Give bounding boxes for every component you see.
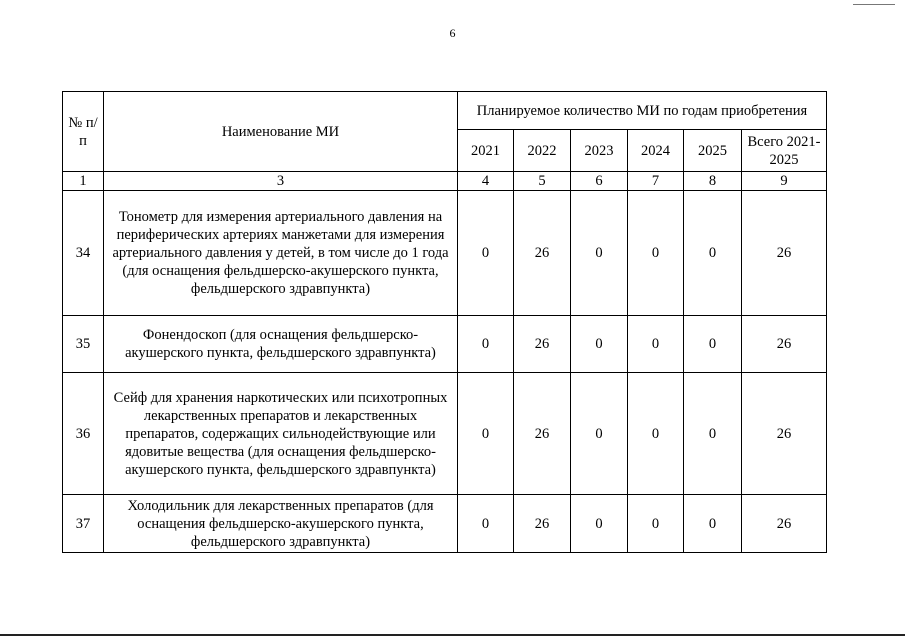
index-cell: 9 — [742, 172, 827, 191]
equipment-table — [62, 91, 827, 553]
header-year-2023: 2023 — [571, 130, 628, 172]
value-total: 26 — [742, 373, 827, 495]
index-cell: 5 — [514, 172, 571, 191]
index-cell: 7 — [628, 172, 684, 191]
value-2022: 26 — [514, 373, 571, 495]
value-2023: 0 — [571, 316, 628, 373]
item-name: Сейф для хранения наркотических или психотропных лекарственных препаратов и лекарственных препаратов, содержащих сильнодействующие или ядовитые вещества (для оснащения фельдшерско-акушерского пункта, фельдшерского здравпункта) — [104, 373, 458, 495]
index-cell: 3 — [104, 172, 458, 191]
value-2023: 0 — [571, 373, 628, 495]
row-number: 37 — [63, 495, 104, 553]
header-year-2022: 2022 — [514, 130, 571, 172]
value-2024: 0 — [628, 373, 684, 495]
item-name: Тонометр для измерения артериального давления на периферических артериях манжетами для измерения артериального давления у детей, в том числе до 1 года (для оснащения фельдшерско-акушерского пункта, фельдшерского здравпункта) — [104, 191, 458, 316]
bottom-rule — [0, 634, 905, 636]
value-2025: 0 — [684, 373, 742, 495]
table-row — [63, 191, 827, 316]
value-2022: 26 — [514, 495, 571, 553]
page-number: 6 — [449, 26, 456, 40]
value-2023: 0 — [571, 191, 628, 316]
top-rule — [853, 4, 895, 5]
header-total: Всего 2021-2025 — [742, 130, 827, 172]
index-cell: 6 — [571, 172, 628, 191]
column-index-row — [63, 172, 827, 191]
header-name: Наименование МИ — [104, 92, 458, 172]
value-2021: 0 — [458, 373, 514, 495]
row-number: 34 — [63, 191, 104, 316]
value-2025: 0 — [684, 191, 742, 316]
value-2021: 0 — [458, 495, 514, 553]
value-2024: 0 — [628, 316, 684, 373]
row-number: 35 — [63, 316, 104, 373]
index-cell: 1 — [63, 172, 104, 191]
index-cell: 8 — [684, 172, 742, 191]
item-name: Фонендоскоп (для оснащения фельдшерско-акушерского пункта, фельдшерского здравпункта) — [104, 316, 458, 373]
value-2021: 0 — [458, 316, 514, 373]
value-2023: 0 — [571, 495, 628, 553]
header-year-2024: 2024 — [628, 130, 684, 172]
table-row — [63, 495, 827, 553]
table-row — [63, 316, 827, 373]
value-2025: 0 — [684, 495, 742, 553]
value-2022: 26 — [514, 191, 571, 316]
header-group: Планируемое количество МИ по годам приобретения — [458, 92, 827, 130]
row-number: 36 — [63, 373, 104, 495]
value-total: 26 — [742, 495, 827, 553]
value-total: 26 — [742, 316, 827, 373]
header-year-2021: 2021 — [458, 130, 514, 172]
value-2021: 0 — [458, 191, 514, 316]
header-year-2025: 2025 — [684, 130, 742, 172]
value-2025: 0 — [684, 316, 742, 373]
header-num: № п/п — [63, 92, 104, 172]
value-total: 26 — [742, 191, 827, 316]
index-cell: 4 — [458, 172, 514, 191]
value-2024: 0 — [628, 191, 684, 316]
item-name: Холодильник для лекарственных препаратов (для оснащения фельдшерско-акушерского пункта, фельдшерского здравпункта) — [104, 495, 458, 553]
table-row — [63, 373, 827, 495]
value-2024: 0 — [628, 495, 684, 553]
value-2022: 26 — [514, 316, 571, 373]
